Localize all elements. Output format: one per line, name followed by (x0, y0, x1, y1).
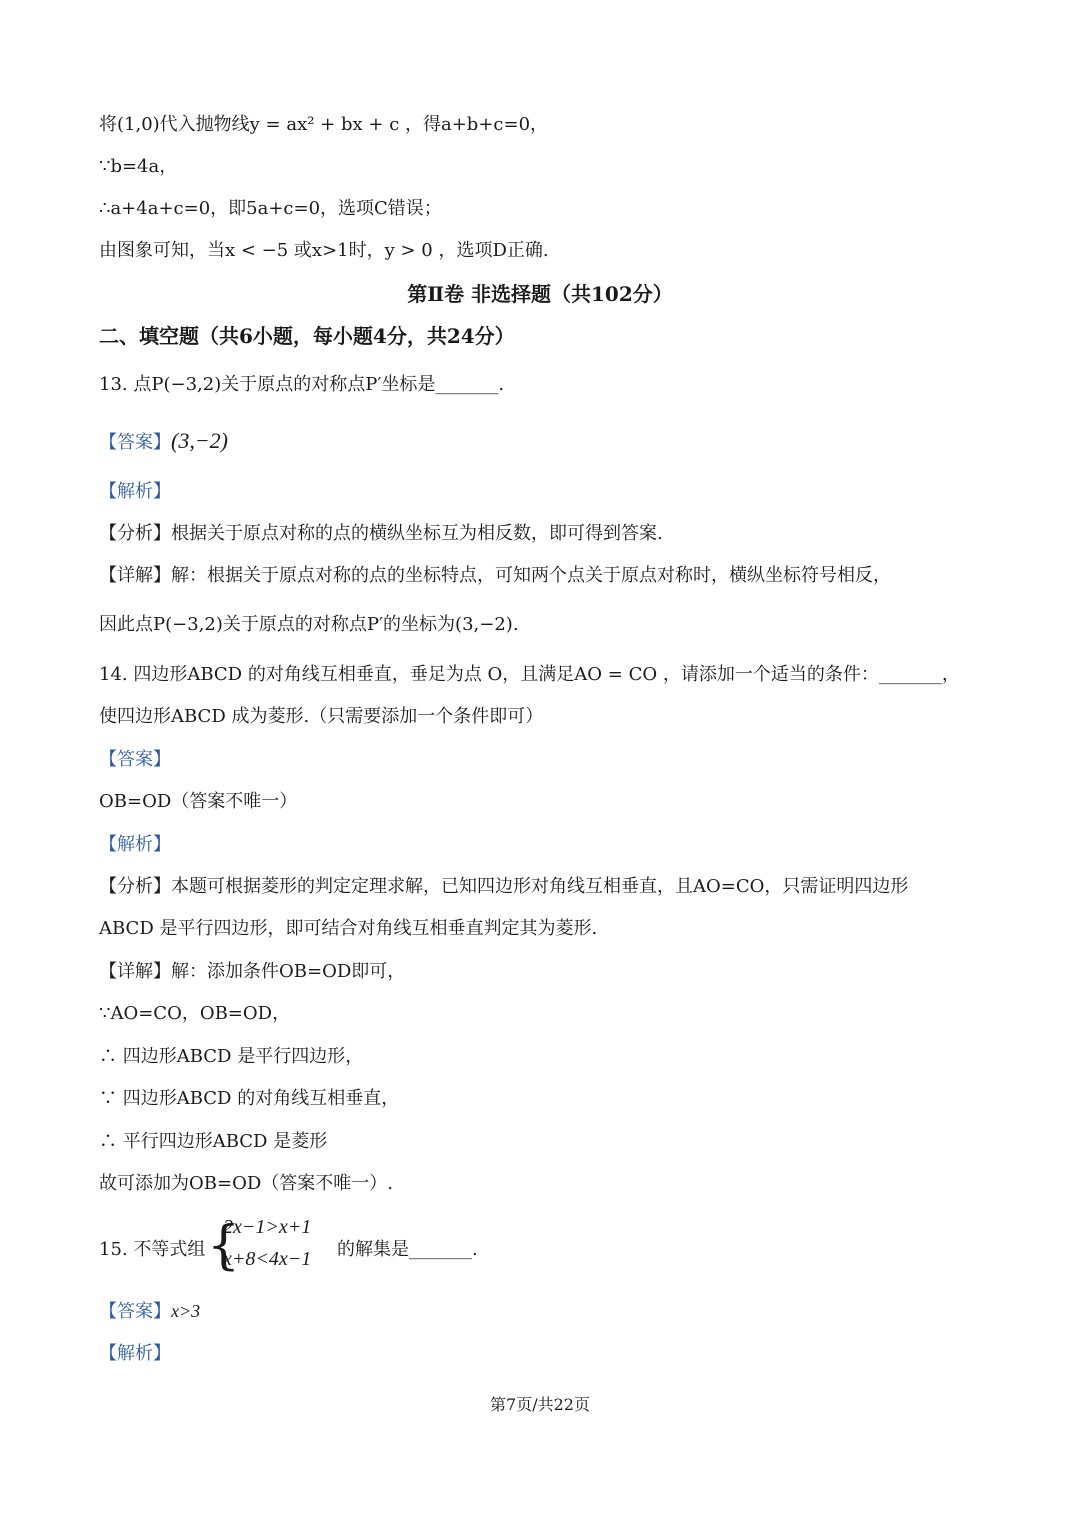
jiexi-label: 【解析】 (99, 481, 171, 502)
answer-value: (3,−2) (171, 428, 228, 453)
xiangjie-text: 【详解】解：根据关于原点对称的点的坐标特点，可知两个点关于原点对称时，横纵坐标符号相反， (99, 565, 891, 586)
inequality-2: x+8<4x−1 (223, 1248, 312, 1270)
fenxi-text: 【分析】本题可根据菱形的判定定理求解，已知四边形对角线互相垂直，且AO=CO，只需证明四边形 (99, 876, 909, 897)
text-line: 由图象可知，当x < −5 或x>1时，y > 0 ，选项D正确. (99, 240, 549, 261)
fenxi-text: ABCD 是平行四边形，即可结合对角线互相垂直判定其为菱形. (99, 918, 598, 939)
system-brace-icon: { (207, 1216, 241, 1276)
jiexi-label: 【解析】 (99, 834, 171, 855)
text-line: ∴a+4a+c=0，即5a+c=0，选项C错误； (99, 198, 442, 219)
proof-step: ∵ 四边形ABCD 的对角线互相垂直， (99, 1088, 400, 1109)
fenxi-text: 【分析】根据关于原点对称的点的横纵坐标互为相反数，即可得到答案. (99, 523, 663, 544)
question-14: 14. 四边形ABCD 的对角线互相垂直，垂足为点 O，且满足AO = CO ，请添加一个适当的条件：_______， (99, 664, 960, 685)
part-title: 二、填空题（共6小题，每小题4分，共24分） (99, 324, 515, 348)
answer-label: 【答案】 (99, 749, 171, 770)
jiexi-label: 【解析】 (99, 1343, 171, 1364)
answer-label: 【答案】 (99, 1301, 171, 1322)
answer-value: x>3 (171, 1301, 201, 1321)
answer-label: 【答案】 (99, 432, 171, 453)
answer-row (99, 1298, 1040, 1325)
proof-step: ∵AO=CO，OB=OD， (99, 1003, 291, 1024)
page-footer: 第7页/共22页 (490, 1395, 590, 1414)
proof-step: ∴ 四边形ABCD 是平行四边形， (99, 1046, 364, 1067)
conclusion-text: 因此点P(−3,2)关于原点的对称点P′的坐标为(3,−2). (99, 614, 519, 635)
inequality-1: 2x−1>x+1 (223, 1216, 312, 1238)
answer-value: OB=OD（答案不唯一） (99, 791, 298, 812)
question-14-cont: 使四边形ABCD 成为菱形.（只需要添加一个条件即可） (99, 706, 544, 727)
xiangjie-text: 【详解】解：添加条件OB=OD即可， (99, 961, 406, 982)
text-line: 将(1,0)代入抛物线y = ax² + bx + c ，得a+b+c=0， (99, 114, 549, 135)
answer-row (99, 428, 1040, 456)
text-line: ∵b=4a， (99, 156, 178, 177)
section-title: 第Ⅱ卷 非选择题（共102分） (407, 282, 673, 306)
question-13: 13. 点P(−3,2)关于原点的对称点P′坐标是_______. (99, 374, 505, 395)
proof-step: ∴ 平行四边形ABCD 是菱形 (99, 1131, 328, 1152)
question-15-number: 15. 不等式组 (99, 1239, 206, 1260)
question-15-tail: 的解集是_______. (337, 1239, 478, 1260)
proof-step: 故可添加为OB=OD（答案不唯一）. (99, 1173, 393, 1194)
